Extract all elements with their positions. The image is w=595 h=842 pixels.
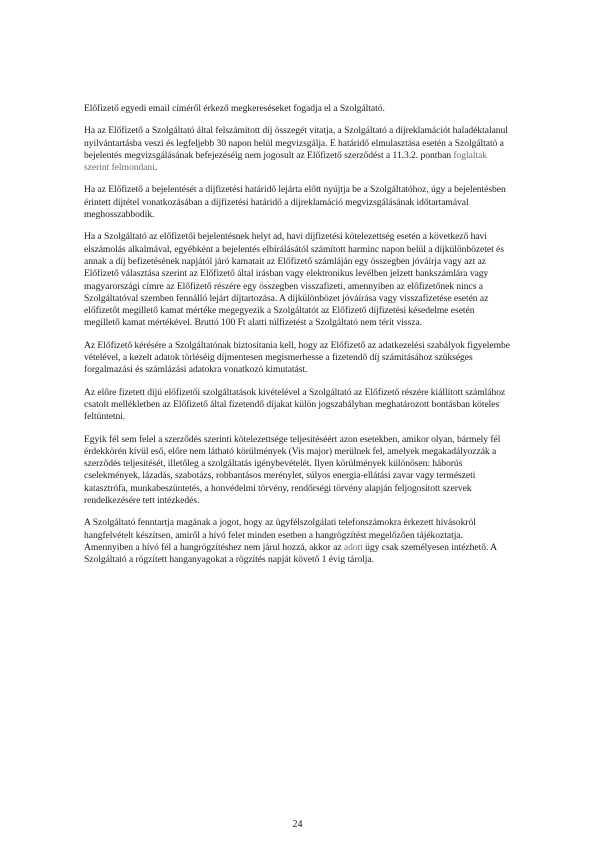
paragraph-vis-major [84,434,510,508]
paragraph-email-requests [84,103,510,115]
paragraph-text-tail: . [154,162,158,174]
paragraph-text: Az Előfizető kérésére a Szolgáltatónak biztosítania kell, hogy az Előfizető az adatkezelési szabályok figyelembe vételével, a kezelt adatok törléséig díjmentesen megismerhesse a fizetendő díj számításához szükséges forgalmazási és számlázási adatokra vonatkozó kimutatást. [84,339,510,376]
paragraph-text: Előfizető egyedi email címéről érkező megkereséseket fogadja el a Szolgáltató. [84,103,385,114]
paragraph-fee-dispute [84,125,510,174]
paragraph-text: A Szolgáltató fenntartja magának a jogot, hogy az ügyfélszolgálati telefonszámokra érkezett hívásokról hangfelvételt készítsen, amiről a hívó felet minden esetben a hangrögzítést megelőzően tájékoztatja. Amennyiben a hívó fél a hangrögzítéshez nem járul hozzá, akkor az [84,517,476,553]
paragraph-invoice-attachment [84,387,510,424]
document-body [84,103,510,577]
paragraph-data-access [84,340,510,377]
faded-text: foglaltak szerint felmondani [84,149,488,174]
paragraph-text: Ha az Előfizető a Szolgáltató által felszámított díj összegét vitatja, a Szolgáltató a díjreklamációt haladéktalanul nyilvántartásba veszi és legfeljebb 30 napon belül megvizsgálja. E határidő elmulasztása esetén a Szolgáltató a bejelentés megvizsgálásának befejezéséig nem jogosult az Előfizető szerződést a 11.3.2. pontban [84,125,508,161]
paragraph-call-recording [84,517,510,566]
paragraph-refund [84,231,510,329]
paragraph-text: Ha a Szolgáltató az előfizetői bejelentésnek helyt ad, havi díjfizetési kötelezettség esetén a következő havi elszámolás alkalmával, egyébként a bejelentés elbírálásától számított harminc napon belül a díjkülönbözetet és annak a díj befizetésének napjától járó kamatait az Előfizető számláján egy összegben jóváírja vagy azt az Előfizető választása szerint az Előfizető által írásban vagy elektronikus levélben jelzett bankszámlára vagy magyarországi címre az Előfizető részére egy összegben visszafizeti, amennyiben az előfizetőnek nincs a Szolgáltatóval szemben fennálló lejárt díjtartozása. A díjkülönbözet jóváírása vagy visszafizetése esetén az előfizetőt megillető kamat mértéke megegyezik a Szolgáltatót az Előfizető díjfizetési késedelme esetén megillető kamat mértékével. Bruttó 100 Ft alatti túlfizetést a Szolgáltató nem térít vissza. [84,231,504,329]
paragraph-text: Egyik fél sem felel a szerződés szerinti kötelezettsége teljesítéséért azon esetekben, amikor olyan, bármely fél érdekkörén kívül eső, előre nem látható körülmények (Vis major) merülnek fel, amelyek megakadályozzák a szerződés teljesítését, illetőleg a szolgáltatás igénybevételét. Ilyen körülmények különösen: háborús cselekmények, lázadás, szabotázs, robbantásos merénylet, súlyos energia-ellátási zavar vagy természeti katasztrófa, munkabeszüntetés, a honvédelmi törvény, rendőrségi törvény alapján feljogosított szervek rendelkezésére tett intézkedés. [84,433,501,507]
paragraph-text: Az előre fizetett díjú előfizetői szolgáltatások kivételével a Szolgáltató az Előfizető részére kiállított számlához csatolt mellékletben az Előfizető által fizetendő díjakat külön jogszabályban meghatározott bontásban köteles feltüntetni. [84,386,506,423]
paragraph-deadline-extension [84,184,510,221]
faded-text: adott [343,541,363,553]
paragraph-text-tail: ügy csak személyesen intézhető. A Szolgáltató a rögzített hanganyagokat a rögzítés napját követő 1 évig tárolja. [84,541,497,566]
paragraph-text: Ha az Előfizető a bejelentését a díjfizetési határidő lejárta előtt nyújtja be a Szolgáltatóhoz, úgy a bejelentésben érintett díjtétel vonatkozásában a díjfizetési határidő a díjreklamáció megvizsgálásának időtartamával meghosszabbodik. [84,184,506,221]
page-number: 24 [292,819,303,830]
